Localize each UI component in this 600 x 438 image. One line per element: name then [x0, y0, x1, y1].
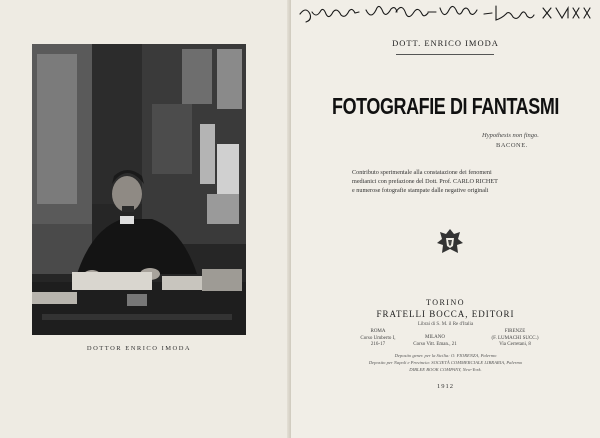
portrait-photograph	[32, 44, 246, 335]
subtitle-description	[352, 168, 532, 195]
branch-address: Corso Umberto I, 216-17	[360, 335, 396, 347]
description-line: Contributo sperimentale alla constatazione dei fenomeni	[352, 169, 492, 176]
depositories	[291, 352, 600, 373]
branch-address: Corso Vitt. Eman., 21	[413, 341, 457, 347]
description-line: e numerose fotografie stampate dalle negative originali	[352, 187, 489, 194]
description-line: medianici con prefazione del Dott. Prof. CARLO RICHET	[352, 178, 498, 185]
divider-rule	[396, 54, 494, 55]
publisher-subtitle: Librai di S. M. il Re d'Italia	[417, 322, 474, 327]
left-page	[0, 0, 291, 438]
epigraph-attribution: BACONE.	[496, 142, 528, 149]
branch-city: MILANO	[425, 335, 445, 340]
imprint-city: TORINO	[425, 298, 466, 307]
photo-caption: DOTTOR ENRICO IMODA	[86, 345, 192, 352]
publisher-name: FRATELLI BOCCA, EDITORI	[376, 309, 515, 319]
publisher-emblem-icon	[434, 226, 466, 258]
branch-agent: (F. LUMACHI SUCC.)	[491, 335, 539, 341]
book-title: FOTOGRAFIE DI FANTASMI	[332, 93, 559, 119]
handwritten-signature	[298, 0, 598, 26]
branch-milano	[410, 335, 460, 348]
depository-line: Deposito per Napoli e Provincia: SOCIETÀ COMMERCIALE LIBRARIA, Palermo	[368, 360, 523, 365]
depository-line: DIBLEE BOOK COMPANY, New-York.	[409, 367, 482, 372]
branch-city: ROMA	[370, 329, 386, 334]
branch-address: Via Cerretani, 8	[499, 342, 531, 347]
epigraph-text: Hypothesis non fingo.	[482, 132, 539, 139]
branch-city: FIRENZE	[504, 329, 526, 334]
author-name: DOTT. ENRICO IMODA	[392, 38, 499, 48]
epigraph	[482, 131, 539, 149]
branch-firenze	[490, 329, 540, 349]
publication-year: 1912	[437, 383, 454, 390]
depository-line: Deposito gener. per la Sicilia: O. FIORENZA, Palermo	[394, 353, 497, 358]
branch-roma	[358, 329, 398, 349]
